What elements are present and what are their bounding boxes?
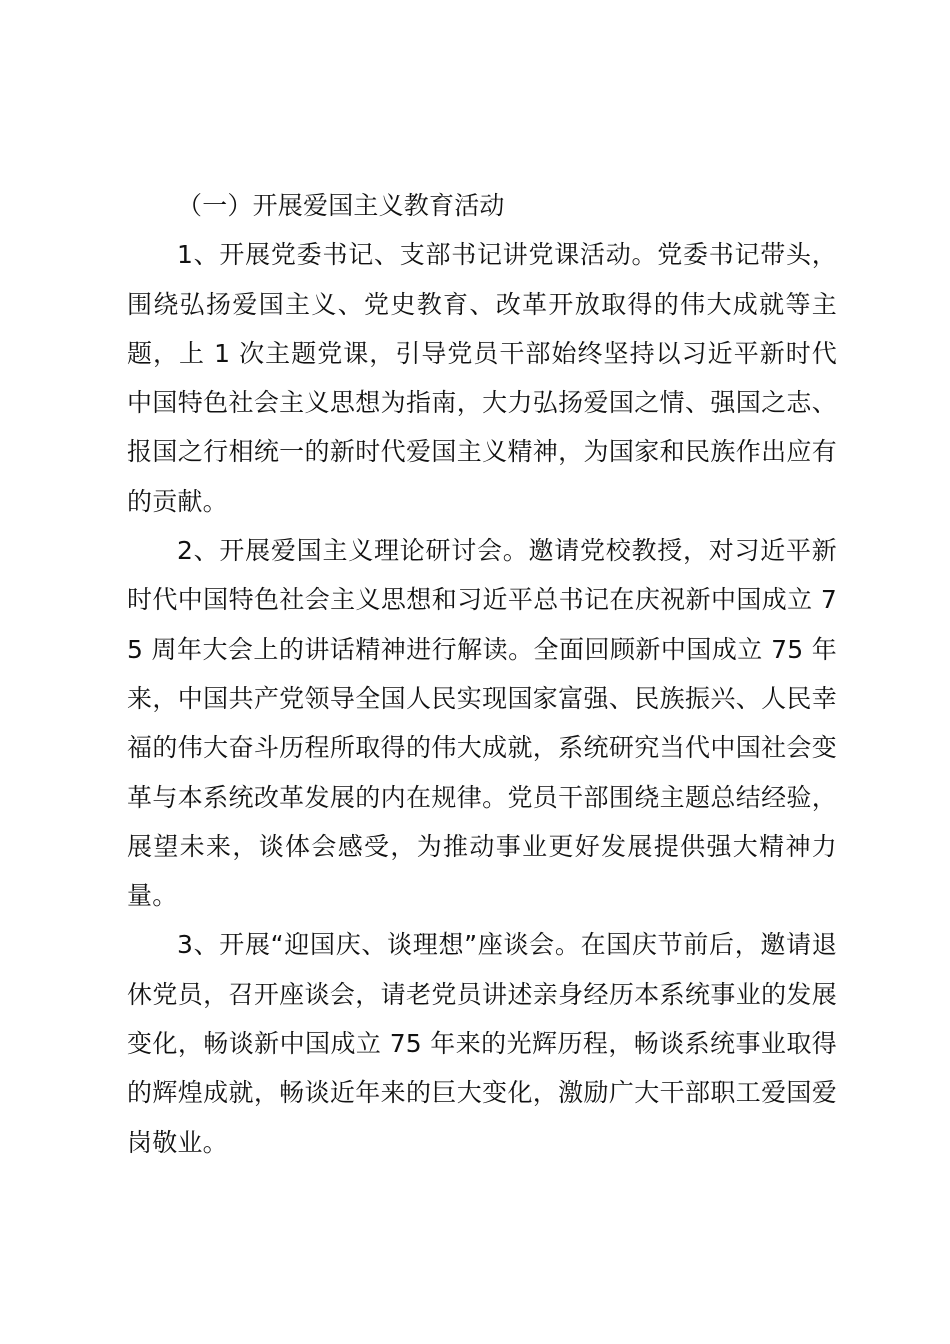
document-body	[127, 181, 837, 1167]
section-heading: （一）开展爱国主义教育活动	[177, 191, 505, 220]
paragraph-3: 3、开展“迎国庆、谈理想”座谈会。在国庆节前后，邀请退休党员，召开座谈会，请老党员讲述亲身经历本系统事业的发展变化，畅谈新中国成立 75 年来的光辉历程，畅谈系统事业取得的辉煌成就，畅谈近年来的巨大变化，激励广大干部职工爱国爱岗敬业。	[127, 930, 837, 1157]
paragraph-2: 2、开展爱国主义理论研讨会。邀请党校教授，对习近平新时代中国特色社会主义思想和习近平总书记在庆祝新中国成立 75 周年大会上的讲话精神进行解读。全面回顾新中国成立 75 年来，中国共产党领导全国人民实现国家富强、民族振兴、人民幸福的伟大奋斗历程所取得的伟大成就，系统研究当代中国社会变革与本系统改革发展的内在规律。党员干部围绕主题总结经验，展望未来，谈体会感受，为推动事业更好发展提供强大精神力量。	[127, 536, 837, 911]
paragraph-1: 1、开展党委书记、支部书记讲党课活动。党委书记带头，围绕弘扬爱国主义、党史教育、改革开放取得的伟大成就等主题，上 1 次主题党课，引导党员干部始终坚持以习近平新时代中国特色社会主义思想为指南，大力弘扬爱国之情、强国之志、报国之行相统一的新时代爱国主义精神，为国家和民族作出应有的贡献。	[127, 240, 837, 516]
